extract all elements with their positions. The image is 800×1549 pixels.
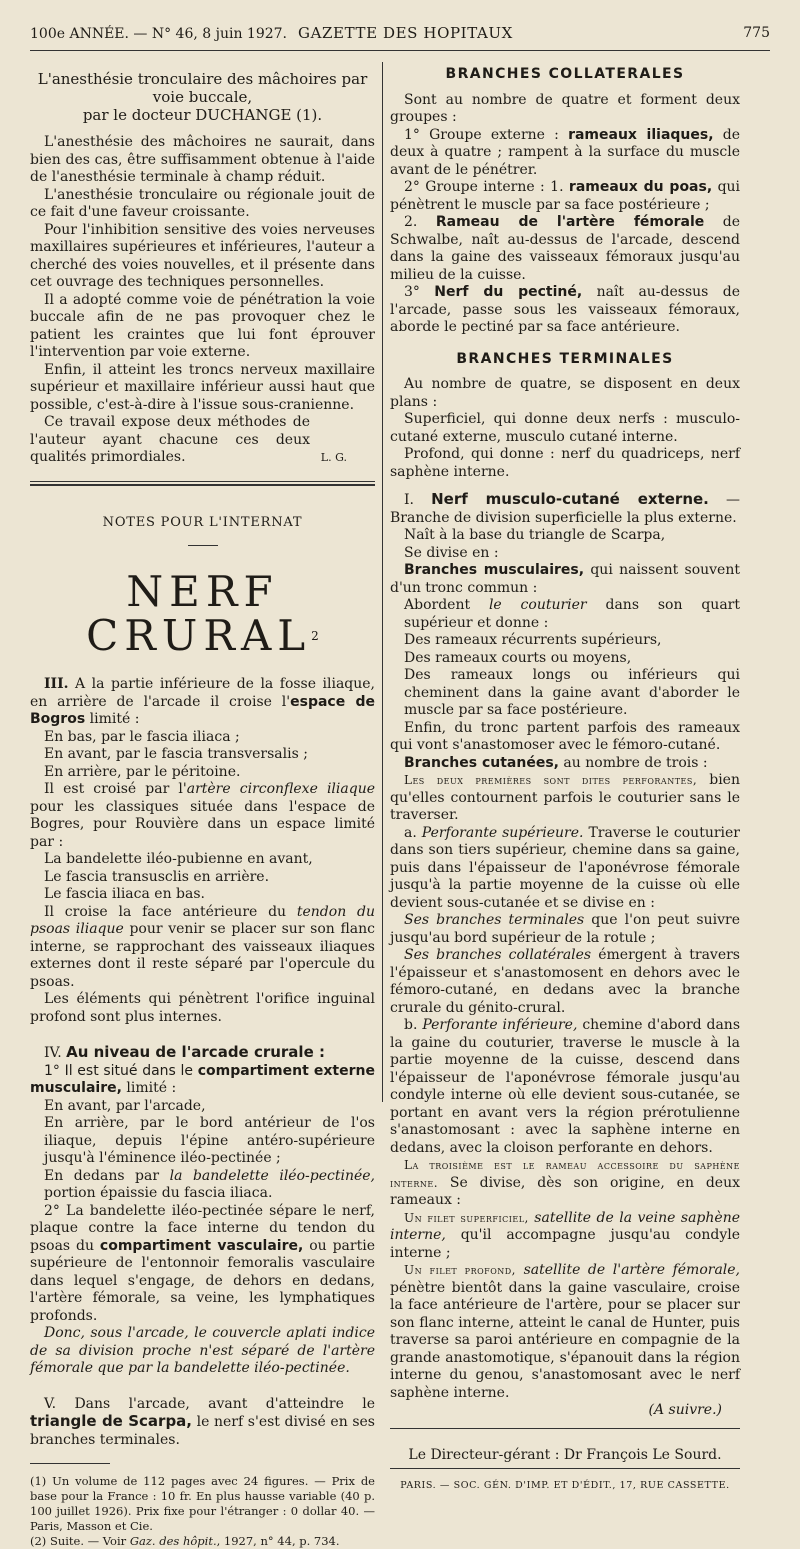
footnote-1: (1) Un volume de 112 pages avec 24 figures. — Prix de base pour la France : 10 fr. En plus hausse variable (40 p. 100 juillet 1926). Prix fixe pour l'étranger : 0 dollar 40. — Paris, Masson et Cie.: [30, 1474, 375, 1533]
paragraph: Les deux premières sont dites perforantes, bien qu'elles contournent parfois le couturier sans le traverser.: [390, 772, 740, 823]
paragraph: Profond, qui donne : nerf du quadriceps, nerf saphène interne.: [390, 446, 740, 480]
paragraph-iii: III. A la partie inférieure de la fosse iliaque, en arrière de l'arcade il croise l'espace de Bogros limité :: [30, 676, 376, 727]
journal-title: GAZETTE DES HOPITAUX: [298, 24, 513, 42]
section-rule: [30, 481, 375, 482]
review-title: L'anesthésie tronculaire des mâchoires par voie buccale, par le docteur DUCHANGE (1).: [37, 70, 368, 124]
header-rule: [30, 50, 770, 51]
article-title: NERF CRURAL$^2$: [86, 567, 319, 660]
paragraph-v: V. Dans l'arcade, avant d'atteindre le triangle de Scarpa, le nerf s'est divisé en ses branches terminales.: [30, 1395, 375, 1448]
paragraph: b. Perforante inférieure, chemine d'abord dans la gaine du couturier, traverse le muscle à la partie moyenne de la cuisse, descend dans l'épaisseur de l'aponévrose fémorale jusqu'au condyle interne où elle devient sous-cutanée, se portant en avant vers la région prérotulienne s'anastomosant : avec la saphène interne en dedans, avec la cloison perforante en dehors.: [390, 1017, 741, 1156]
footnote-2: (2) Suite. — Voir Gaz. des hôpit., 1927, n° 44, p. 734.: [30, 1534, 340, 1548]
director-line: Le Directeur-gérant : Dr François Le Sourd.: [408, 1446, 722, 1463]
paragraph: a. Perforante supérieure. Traverse le couturier dans son tiers supérieur, chemine dans sa gaine, puis dans l'épaisseur de l'aponévrose fémorale jusqu'à la partie moyenne de la cuisse où elle devient sous-cutanée et se divise en :: [390, 824, 740, 911]
list-item: Des rameaux longs ou inférieurs qui cheminent dans la gaine avant d'aborder le muscle par sa face postérieure.: [404, 667, 740, 718]
paragraph: Un filet profond, satellite de l'artère fémorale, pénètre bientôt dans la gaine vasculaire, croise la face antérieure de l'artère, pour se placer sur son flanc interne, atteint le canal de Hunter, puis traverse sa paroi antérieure en compagnie de la grande anastomotique, s'épanouit dans la région interne du genou, s'anastomosant avec le nerf saphène interne.: [390, 1262, 741, 1401]
column-divider: [382, 62, 383, 1102]
list-item: Des rameaux récurrents supérieurs,: [404, 632, 662, 648]
list-item: Se divise en :: [404, 544, 499, 561]
left-column: [30, 62, 375, 1549]
review-paragraph: Enfin, il atteint les troncs nerveux maxillaire supérieur et maxillaire inférieur aussi haut que possible, c'est-à-dire à l'issue sous-cranienne.: [30, 361, 375, 413]
list-item: Des rameaux courts ou moyens,: [404, 649, 632, 666]
list-item: En arrière, par le péritoine.: [44, 763, 241, 780]
issue-line: 100e ANNÉE. — N° 46, 8 juin 1927.: [30, 26, 288, 42]
heading-collaterales: BRANCHES COLLATERALES: [445, 66, 685, 82]
section-rule: [30, 484, 375, 486]
footer-rule: [390, 1428, 740, 1429]
printer-line: PARIS. — SOC. GÉN. D'IMP. ET D'ÉDIT., 17, RUE CASSETTE.: [400, 1480, 730, 1491]
section-title: NOTES POUR L'INTERNAT: [102, 514, 303, 530]
a-suivre: (A suivre.): [648, 1402, 722, 1418]
paragraph: Il croise la face antérieure du tendon du psoas iliaque pour venir se placer sur son flanc interne, se rapprochant des vaisseaux iliaques externes dont il reste séparé par l'opercule du psoas.: [30, 903, 375, 990]
paragraph: Enfin, du tronc partent parfois des rameaux qui vont s'anastomoser avec le fémoro-cutané.: [390, 719, 740, 753]
review-paragraph: Pour l'inhibition sensitive des voies nerveuses maxillaires supérieures et inférieures, l'auteur a cherché des voies nouvelles, et il présente dans cet ouvrage des techniques personnelles.: [30, 221, 375, 290]
paragraph: Les éléments qui pénètrent l'orifice inguinal profond sont plus internes.: [30, 991, 375, 1025]
short-rule: [188, 545, 218, 546]
list-item: Le fascia iliaca en bas.: [44, 886, 205, 902]
paragraph: 3° Nerf du pectiné, naît au-dessus de l'arcade, passe sous les vaisseaux fémoraux, aborde le pectiné par sa face antérieure.: [390, 284, 740, 335]
heading-terminales: BRANCHES TERMINALES: [456, 350, 674, 367]
paragraph: Un filet superficiel, satellite de la veine saphène interne, qu'il accompagne jusqu'au condyle interne ;: [390, 1209, 740, 1261]
paragraph: 2° Groupe interne : 1. rameaux du poas, qui pénètrent le muscle par sa face postérieure ;: [390, 179, 741, 213]
review-closing: Ce travail expose deux méthodes de l'auteur ayant chacune ces deux qualités primordiales. L. G.: [30, 414, 347, 465]
paragraph: Il est croisé par l'artère circonflexe iliaque pour les classiques située dans l'espace de Bogres, pour Rouvière dans un espace limité par :: [30, 781, 375, 850]
paragraph: 2. Rameau de l'artère fémorale de Schwalbe, naît au-dessus de l'arcade, descend dans la gaine des vaisseaux fémoraux jusqu'au milieu de la cuisse.: [390, 214, 740, 283]
paragraph-i: I. Nerf musculo-cutané externe. — Branche de division superficielle la plus externe.: [390, 490, 740, 526]
heading-iv: IV. Au niveau de l'arcade crurale :: [44, 1043, 325, 1061]
review-paragraph: Il a adopté comme voie de pénétration la voie buccale afin de ne pas provoquer chez le patient les craintes que lui font éprouver l'intervention par voie externe.: [30, 291, 375, 360]
paragraph: Branches musculaires, qui naissent souvent d'un tronc commun :: [390, 562, 740, 596]
paragraph: Ses branches terminales que l'on peut suivre jusqu'au bord supérieur de la rotule ;: [390, 912, 740, 946]
paragraph: 2° La bandelette iléo-pectinée sépare le nerf, plaque contre la face interne du tendon du psoas du compartiment vasculaire, ou partie supérieure de l'entonnoir femoralis vasculaire dans lequel s'engage, de dehors en dedans, l'artère fémorale, sa veine, les lymphatiques profonds.: [30, 1202, 375, 1324]
list-item: En avant, par l'arcade,: [44, 1097, 206, 1114]
paragraph: Branches cutanées, au nombre de trois :: [404, 754, 708, 771]
review-paragraph: L'anesthésie des mâchoires ne saurait, dans bien des cas, être suffisamment obtenue à l'aide de l'anesthésie terminale à champ réduit.: [30, 134, 375, 185]
right-column: [390, 62, 740, 1495]
footnote-rule: [30, 1463, 110, 1464]
paragraph: Superficiel, qui donne deux nerfs : musculo-cutané externe, musculo cutané interne.: [390, 411, 740, 445]
footer-rule: [390, 1468, 740, 1469]
page-number: 775: [743, 25, 770, 41]
list-item: En bas, par le fascia iliaca ;: [44, 728, 240, 745]
list-item: La bandelette iléo-pubienne en avant,: [44, 851, 313, 867]
paragraph: 1° Il est situé dans le compartiment externe musculaire, limité :: [30, 1062, 375, 1096]
list-item: En arrière, par le bord antérieur de l'os iliaque, depuis l'épine antéro-supérieure jusqu'à l'éminence iléo-pectinée ;: [44, 1115, 375, 1166]
page-header: [30, 22, 770, 48]
paragraph: Ses branches collatérales émergent à travers l'épaisseur et s'anastomosent en dehors avec le fémoro-cutané, en dedans avec la branche crurale du génito-crural.: [390, 947, 740, 1016]
list-item: Abordent le couturier dans son quart supérieur et donne :: [404, 597, 740, 631]
paragraph-italic: Donc, sous l'arcade, le couvercle aplati indice de sa division proche n'est séparé de l'artère fémorale que par la bandelette iléo-pectinée.: [30, 1325, 375, 1376]
list-item: Le fascia transusclis en arrière.: [44, 868, 270, 885]
review-paragraph: L'anesthésie tronculaire ou régionale jouit de ce fait d'une faveur croissante.: [30, 186, 375, 220]
paragraph: La troisième est le rameau accessoire du saphène interne. Se divise, dès son origine, en deux rameaux :: [390, 1158, 740, 1208]
paragraph: Sont au nombre de quatre et forment deux groupes :: [390, 91, 740, 125]
list-item: En avant, par le fascia transversalis ;: [44, 746, 308, 762]
review-signature: L. G.: [320, 451, 347, 464]
list-item: En dedans par la bandelette iléo-pectinée, portion épaissie du fascia iliaca.: [44, 1167, 375, 1201]
paragraph: Au nombre de quatre, se disposent en deux plans :: [390, 376, 740, 410]
paragraph: 1° Groupe externe : rameaux iliaques, de deux à quatre ; rampent à la surface du muscle avant de le pénétrer.: [390, 126, 740, 178]
list-item: Naît à la base du triangle de Scarpa,: [404, 527, 666, 543]
